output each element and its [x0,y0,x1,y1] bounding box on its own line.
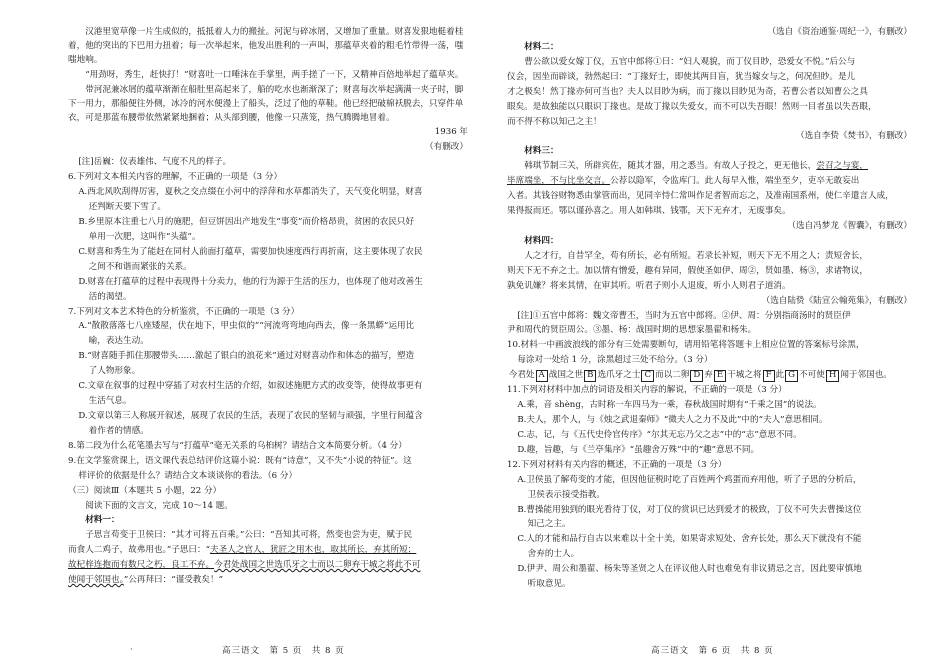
material-3-underlined: 毕席端坐，不与比坐交言。 [507,176,611,187]
q10-segment: 不可使 [799,370,825,381]
story-footnote: [注]岳巍：仪表雄伟、气度不凡的样子。 [78,157,232,168]
material-1-line [68,559,468,573]
material-4-title: 材料四： [524,235,559,246]
question-9: 9.在文学鉴赏课上，语文课代表总结评价这篇小说：既有“诗意”，又不失“小说的特征”。这 [68,455,412,466]
question-6: 6.下列对文本相关内容的理解，不正确的一项是（3 分） [68,172,283,183]
question-10: 10.材料一中画波浪线的部分有三处需要断句，请用铅笔将答题卡上相应位置的答案标号涂黑， [507,340,865,351]
page-footer-right: 高三语文 第 6 页 共 8 页 [651,646,774,656]
material-3-title: 材料三： [524,146,559,157]
q6-option-b-cont: 单用一次肥，这叫作“头蕴”。 [88,231,201,242]
material-3-line: 入者。其钱谷财物悉由掌管而出，见同辛恃仁常叫作足者智而忘之，及准南国系州，使仁辛遣言人成， [507,191,894,202]
q10-sentence [507,369,912,383]
q10-answer-box-f[interactable]: F [763,370,775,381]
footnote-cont: 尹和周代的贤臣周公。③墨、杨：战国时期的思想家墨翟和杨朱。 [507,325,757,336]
question-9-cont: 样评价的依据是什么？请结合文本谈谈你的看法。（6 分） [78,470,298,481]
q6-option-a: A.西北风吹刮得厉害，夏秋之交点缀在小河中的浮萍和水草都消失了，天气变化明显，财喜 [78,187,423,198]
q12-option-b: B.曹操能用独到的眼光看待丁仪，对丁仪的赏识已达到爱才的极致，丁仪不可失去曹操这位 [517,504,862,515]
material-3-text: 公荐以隐军，令监库门。此人每早入惟，端坐至夕，吏卒无敢妄出 [610,176,860,187]
material-3-line [507,160,912,174]
material-2-line: 眼矣。是故独能以只眼识丁掾也。是故丁掾以失爱女，而不可以失吾眼！然则一目者虽以失吾眼， [507,101,877,112]
page-footer-left: 高三语文 第 5 页 共 8 页 [222,646,345,656]
material-1-line [68,544,468,558]
source-citation: （选自冯梦龙《智囊》，有删改） [787,220,912,231]
material-2-line: 曹公欲以爱女嫁丁仪，五官中郎将①曰：“妇人观貌，而丁仪目眇，恐爱女不悦。”后公与 [524,56,856,67]
footnote: [注]①五官中郎将：魏文帝曹丕，当时为五官中郎将。②伊、周：分别指商汤时的贤臣伊 [517,310,851,321]
q7-option-d: D.文章以第三人称展开叙述，展现了农民的生活，表现了农民的坚韧与顽强，字里行间蕴含 [78,410,423,421]
q10-answer-box-a[interactable]: A [536,370,548,381]
page-mark: · [130,645,133,654]
material-1-underlined: 故杞梓连抱而有数尺之朽，良工不弃。 [68,560,215,571]
material-4-line: 孰免讥嫌？将来其情，在审其听。听君子则小人退废，听小人则君子道消。 [507,280,791,291]
q11-option-c: C.志，记，与《五代史伶官传序》“尔其无忘乃父之志”中的“志”意思不同。 [517,429,802,440]
q11-option-a: A.乘，音 shèng，古时称一车四马为一乘，春秋战国时期有“千乘之国”的说法。 [517,400,822,411]
q10-box-sequence [535,370,841,380]
q10-answer-box-e[interactable]: E [714,370,726,381]
material-3-underlined: 尝召之与宴， [816,161,868,172]
material-1-underlined: 夫圣人之官人，犹匠之用木也，取其所长，弃其所短； [210,545,417,556]
question-8: 8.第二段为什么花笔墨去写与“打蕴草”毫无关系的乌桕树？请结合文本简要分析。（4 分） [68,440,407,451]
question-7: 7.下列对文本艺术特色的分析鉴赏，不正确的一项是（3 分） [68,306,300,317]
left-page [68,26,468,589]
q10-segment: 干城之将 [727,370,762,381]
material-1-text: 而食人二鸡子，故弗用也。”子思曰：“ [68,545,210,556]
q7-option-b-cont: 了人物形象。 [88,366,141,377]
q7-option-b: B.“财喜随手抓住那腰带头……激起了银白的浪花来”通过对财喜动作和体态的描写，塑造 [78,351,415,362]
q12-option-d-cont: 听取意见。 [527,579,571,590]
material-2-line: 才之极矣！然丁掾亦何可当也？夫人以目眇为病，而丁掾以目眇见为奇，若曹公者以知曹公之具 [507,86,868,97]
q12-option-d: D.伊尹、周公和墨翟、杨朱等圣贤之人在评议他人时也难免有非议猜忌之言，因此要审慎地 [517,564,862,575]
q6-option-a-cont: 还判断天要下雪了。 [88,202,166,213]
q7-option-c: C.文章在叙事的过程中穿插了对农村生活的介绍，如叙述施肥方式的改变等，使得故事更有 [78,381,423,392]
q10-segment: 弃 [704,370,713,381]
q10-answer-box-h[interactable]: H [826,370,840,381]
material-2-title: 材料二： [524,41,559,52]
q10-segment: 选爪牙之士 [597,370,641,381]
story-paragraph: 带河泥兼冰屑的蕴草渐渐在船肚里高起来了，船的吃水也渐渐深了；财喜每次举起满满一夹子时，脚下一用力，那船便往外侧，冰冷的河水便漫上了船头，泛过了他的草鞋。他已经把破棉袄脱去，只穿件单衣，可是那蓝布腰带依然紧紧地捆着；从头部到腰，他像一只蒸笼，热气腾腾地冒着。 [68,84,464,123]
q7-option-a: A.“散散落落七八座矮屋，伏在地下，甲虫似的”“河流弯弯地向西去，像一条黑蟒”运用比 [78,321,415,332]
q6-option-b: B.乡里原本注重七八月的施肥，但豆饼因出产地发生“事变”而价格昂贵，贫困的农民只好 [78,216,415,227]
source-citation: （选自李贽《焚书》，有删改） [795,131,912,142]
material-1-wavy-text: 今君处战国之世选爪牙之士而以二卵弃干城之将此不可 [214,560,421,571]
q10-answer-box-d[interactable]: D [690,370,703,381]
q6-option-d: D.财喜在打蕴草的过程中表现得十分卖力，他的行为源于生活的压力，也体现了他对改善生 [78,276,423,287]
section-heading: （三）阅读Ⅲ（本题共 5 小题，22 分） [68,485,222,496]
q12-option-b-cont: 知己之主。 [527,519,571,530]
q10-prefix: 今君处 [508,370,535,381]
q7-option-d-cont: 着作者的情感。 [88,425,149,436]
q7-option-a-cont: 喻，表达生动。 [88,336,149,347]
q10-answer-box-c[interactable]: C [641,370,654,381]
material-3-line: 果得报而还。鄂以谨孙喜之。用人如韩琪、钱鄂，天下无弃才，无废事矣。 [507,206,791,217]
q12-option-c: C.人的才能和品行自古以来难以十全十美，如果寄求短处、舍弃长处，那么天下就没有不能 [517,534,862,545]
material-1-title: 材料一： [85,515,120,526]
q12-option-a-cont: 卫侯表示接受指教。 [527,489,605,500]
q10-segment: 而以二卵 [655,370,690,381]
q10-segment: 此 [775,370,785,381]
q10-suffix: 闻于邻国也。 [840,370,892,381]
material-2-line: 而不得不称以知己之主！ [507,116,602,127]
material-4-line: 则天下无不弃之士。加以情有憎爱，趣有异同，假使圣如伊、周②，贤如墨、杨③，求诸物议， [507,265,868,276]
material-3-line [507,175,912,189]
question-11: 11.下列对材料中加点的词语及相关内容的解说，不正确的一项是（3 分） [507,385,787,396]
section-instruction: 阅读下面的文言文，完成 10～14 题。 [85,500,233,511]
right-page [507,26,912,593]
story-paragraph: “用劲呀，秀生，赶快打！”财喜吐一口唾沫在手掌里，两手搓了一下，又精神百倍地举起了蕴草夹。 [85,69,464,80]
q7-option-c-cont: 生活气息。 [88,396,132,407]
q12-option-c-cont: 舍弃的士人。 [527,549,580,560]
material-1-line: 子思言苟变于卫侯曰：“其才可将五百乘。”公曰：“吾知其可将，然变也尝为吏，赋于民 [85,530,413,541]
q6-option-d-cont: 活的渴望。 [88,291,132,302]
material-1-wavy-text: 使闻于邻国也。 [68,575,124,586]
story-abridged-note: （有删改） [425,142,468,153]
question-12: 12.下列对材料有关内容的概述，不正确的一项是（3 分） [507,459,727,470]
q6-option-c-cont: 之间不和谐而紧张的关系。 [88,261,192,272]
story-year: 1936 年 [434,127,468,138]
material-1-text: ”公再拜曰：“谨受教矣！” [123,575,223,586]
q10-answer-box-b[interactable]: B [584,370,596,381]
q10-segment: 战国之世 [548,370,584,381]
q12-option-a: A.卫侯虽了解苟变的才能，但因他征税时吃了百姓两个鸡蛋而弃用他，听了子思的分析后， [517,474,862,485]
source-citation: （选自陆贽《陆宣公翰苑集》，有删改） [761,295,912,306]
q6-option-c: C.财喜和秀生为了能赶在同村人前面打蕴草，需要加快速度西行再折南，这主要体现了农民 [78,246,423,257]
material-3-text: 韩琪节制三关，所辟宾佐，随其才器，用之悉当。有故人子投之，更无他长， [524,161,817,172]
material-2-line: 仪会，因坐而辟谈，勃然起曰：“丁掾好士，即使其两目盲，犹当嫁女与之，何况但眇。是儿 [507,71,856,82]
material-4-line: 人之才行，自昔罕全，苟有所长，必有所短。若录长补短，则天下无不用之人；责短舍长， [524,250,868,261]
story-paragraph: 汉港里宽草像一片生成似的，抵抵着人力的搬扯。河泥与碎冰屑，又增加了重量。财喜发狠地梃着桂着，他的突出的下巴用力扭着；每一次举起来，他发出胜利的一声叫，那蕴草夹着的粗毛竹带得一荡，嗤嗤地响。 [68,27,464,65]
question-10-cont: 每涂对一处给 1 分，涂黑超过三处不给分。（3 分） [517,355,713,366]
source-citation: （选自《资治通鉴·周纪一》，有删改） [767,27,912,37]
q11-option-d: D.趣，旨趣，与《兰亭集序》“虽趣舍万殊”中的“趣”意思不同。 [517,444,760,455]
material-1-line [68,574,468,588]
q10-answer-box-g[interactable]: G [785,370,798,381]
q11-option-b: B.夫人，那个人，与《烛之武退秦师》“微夫人之力不及此”中的“夫人”意思相同。 [517,414,828,425]
